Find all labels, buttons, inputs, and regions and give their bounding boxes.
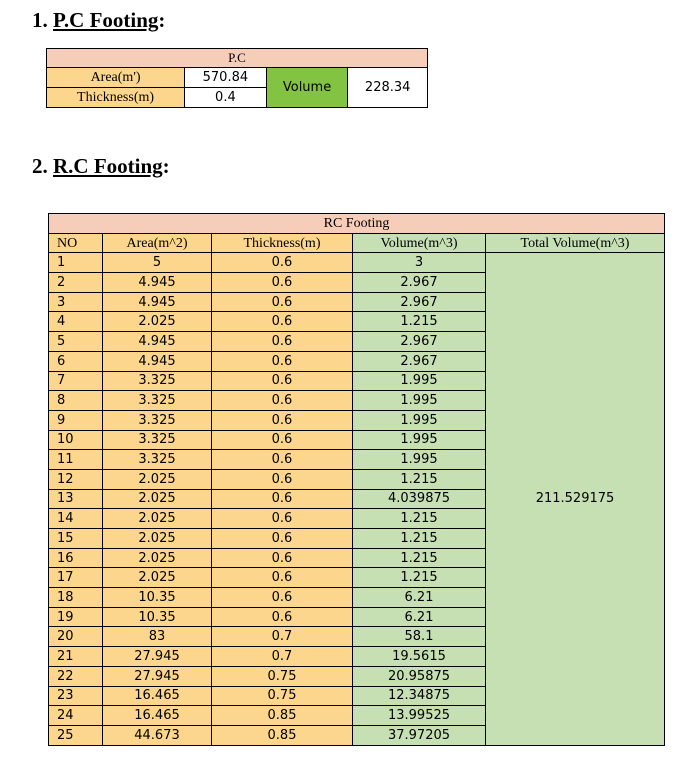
table-row	[49, 253, 665, 273]
cell-area: 10.35	[103, 607, 212, 627]
cell-volume: 19.5615	[353, 647, 486, 667]
cell-thickness: 0.7	[212, 627, 353, 647]
cell-area: 4.945	[103, 292, 212, 312]
section-colon: :	[162, 154, 170, 178]
section-title: R.C Footing	[53, 154, 163, 178]
cell-area: 2.025	[103, 529, 212, 549]
cell-no: 2	[49, 273, 103, 293]
cell-area: 83	[103, 627, 212, 647]
cell-volume: 6.21	[353, 607, 486, 627]
cell-no: 5	[49, 332, 103, 352]
cell-thickness: 0.6	[212, 391, 353, 411]
cell-area: 10.35	[103, 588, 212, 608]
cell-volume: 12.34875	[353, 686, 486, 706]
cell-no: 8	[49, 391, 103, 411]
header-area: Area(m^2)	[103, 233, 212, 253]
cell-area: 3.325	[103, 410, 212, 430]
cell-area: 5	[103, 253, 212, 273]
cell-volume: 2.967	[353, 292, 486, 312]
cell-thickness: 0.6	[212, 312, 353, 332]
cell-thickness: 0.6	[212, 351, 353, 371]
cell-thickness: 0.6	[212, 588, 353, 608]
cell-no: 22	[49, 666, 103, 686]
header-total-volume: Total Volume(m^3)	[486, 233, 665, 253]
cell-no: 14	[49, 509, 103, 529]
header-thickness: Thickness(m)	[212, 233, 353, 253]
cell-volume: 1.995	[353, 371, 486, 391]
cell-volume: 1.995	[353, 450, 486, 470]
cell-no: 10	[49, 430, 103, 450]
cell-area: 2.025	[103, 568, 212, 588]
cell-area: 4.945	[103, 351, 212, 371]
pc-footing-table	[46, 48, 428, 108]
cell-thickness: 0.6	[212, 529, 353, 549]
header-volume: Volume(m^3)	[353, 233, 486, 253]
cell-no: 18	[49, 588, 103, 608]
cell-thickness: 0.6	[212, 371, 353, 391]
area-value: 570.84	[185, 68, 267, 88]
cell-no: 11	[49, 450, 103, 470]
cell-volume: 20.95875	[353, 666, 486, 686]
cell-no: 17	[49, 568, 103, 588]
cell-volume: 4.039875	[353, 489, 486, 509]
cell-area: 3.325	[103, 391, 212, 411]
cell-volume: 13.99525	[353, 706, 486, 726]
cell-area: 2.025	[103, 312, 212, 332]
cell-volume: 6.21	[353, 588, 486, 608]
cell-thickness: 0.6	[212, 489, 353, 509]
rc-footing-heading	[32, 154, 170, 178]
cell-no: 3	[49, 292, 103, 312]
cell-thickness: 0.7	[212, 647, 353, 667]
pc-table-title: P.C	[47, 49, 428, 68]
cell-thickness: 0.6	[212, 450, 353, 470]
cell-area: 3.325	[103, 371, 212, 391]
total-volume-value: 211.529175	[486, 253, 665, 745]
cell-no: 24	[49, 706, 103, 726]
cell-area: 2.025	[103, 469, 212, 489]
cell-no: 16	[49, 548, 103, 568]
cell-area: 16.465	[103, 706, 212, 726]
volume-label: Volume	[266, 68, 348, 108]
section-number: 2.	[32, 154, 48, 178]
cell-thickness: 0.6	[212, 332, 353, 352]
pc-footing-heading	[32, 8, 165, 32]
cell-no: 9	[49, 410, 103, 430]
cell-volume: 1.995	[353, 410, 486, 430]
cell-thickness: 0.75	[212, 666, 353, 686]
cell-volume: 1.215	[353, 568, 486, 588]
cell-area: 3.325	[103, 450, 212, 470]
cell-no: 19	[49, 607, 103, 627]
cell-thickness: 0.6	[212, 292, 353, 312]
cell-volume: 37.97205	[353, 725, 486, 745]
cell-no: 1	[49, 253, 103, 273]
cell-area: 2.025	[103, 548, 212, 568]
cell-volume: 1.215	[353, 509, 486, 529]
cell-volume: 2.967	[353, 273, 486, 293]
cell-thickness: 0.6	[212, 273, 353, 293]
header-row	[49, 233, 665, 253]
cell-no: 25	[49, 725, 103, 745]
cell-no: 12	[49, 469, 103, 489]
cell-volume: 58.1	[353, 627, 486, 647]
cell-volume: 2.967	[353, 351, 486, 371]
cell-area: 2.025	[103, 509, 212, 529]
cell-no: 23	[49, 686, 103, 706]
cell-volume: 1.215	[353, 469, 486, 489]
cell-no: 7	[49, 371, 103, 391]
cell-volume: 1.215	[353, 529, 486, 549]
cell-area: 4.945	[103, 273, 212, 293]
cell-thickness: 0.6	[212, 607, 353, 627]
cell-thickness: 0.6	[212, 469, 353, 489]
section-title: P.C Footing	[53, 8, 159, 32]
cell-area: 27.945	[103, 666, 212, 686]
thickness-value: 0.4	[185, 88, 267, 108]
cell-no: 21	[49, 647, 103, 667]
section-colon: :	[158, 8, 166, 32]
rc-table-title: RC Footing	[49, 214, 665, 234]
cell-no: 20	[49, 627, 103, 647]
cell-volume: 1.215	[353, 312, 486, 332]
cell-thickness: 0.75	[212, 686, 353, 706]
cell-area: 27.945	[103, 647, 212, 667]
cell-volume: 1.215	[353, 548, 486, 568]
cell-thickness: 0.6	[212, 253, 353, 273]
cell-thickness: 0.6	[212, 410, 353, 430]
cell-thickness: 0.6	[212, 430, 353, 450]
cell-area: 2.025	[103, 489, 212, 509]
cell-volume: 3	[353, 253, 486, 273]
section-number: 1.	[32, 8, 48, 32]
rc-footing-table	[48, 213, 665, 746]
cell-area: 4.945	[103, 332, 212, 352]
cell-thickness: 0.6	[212, 568, 353, 588]
cell-area: 16.465	[103, 686, 212, 706]
header-no: NO	[49, 233, 103, 253]
cell-area: 44.673	[103, 725, 212, 745]
cell-no: 4	[49, 312, 103, 332]
cell-thickness: 0.6	[212, 548, 353, 568]
cell-no: 13	[49, 489, 103, 509]
cell-volume: 1.995	[353, 430, 486, 450]
thickness-label: Thickness(m)	[47, 88, 185, 108]
cell-no: 6	[49, 351, 103, 371]
cell-volume: 1.995	[353, 391, 486, 411]
cell-volume: 2.967	[353, 332, 486, 352]
cell-area: 3.325	[103, 430, 212, 450]
area-label: Area(m')	[47, 68, 185, 88]
cell-thickness: 0.6	[212, 509, 353, 529]
cell-no: 15	[49, 529, 103, 549]
cell-thickness: 0.85	[212, 725, 353, 745]
cell-thickness: 0.85	[212, 706, 353, 726]
volume-value: 228.34	[348, 68, 428, 108]
